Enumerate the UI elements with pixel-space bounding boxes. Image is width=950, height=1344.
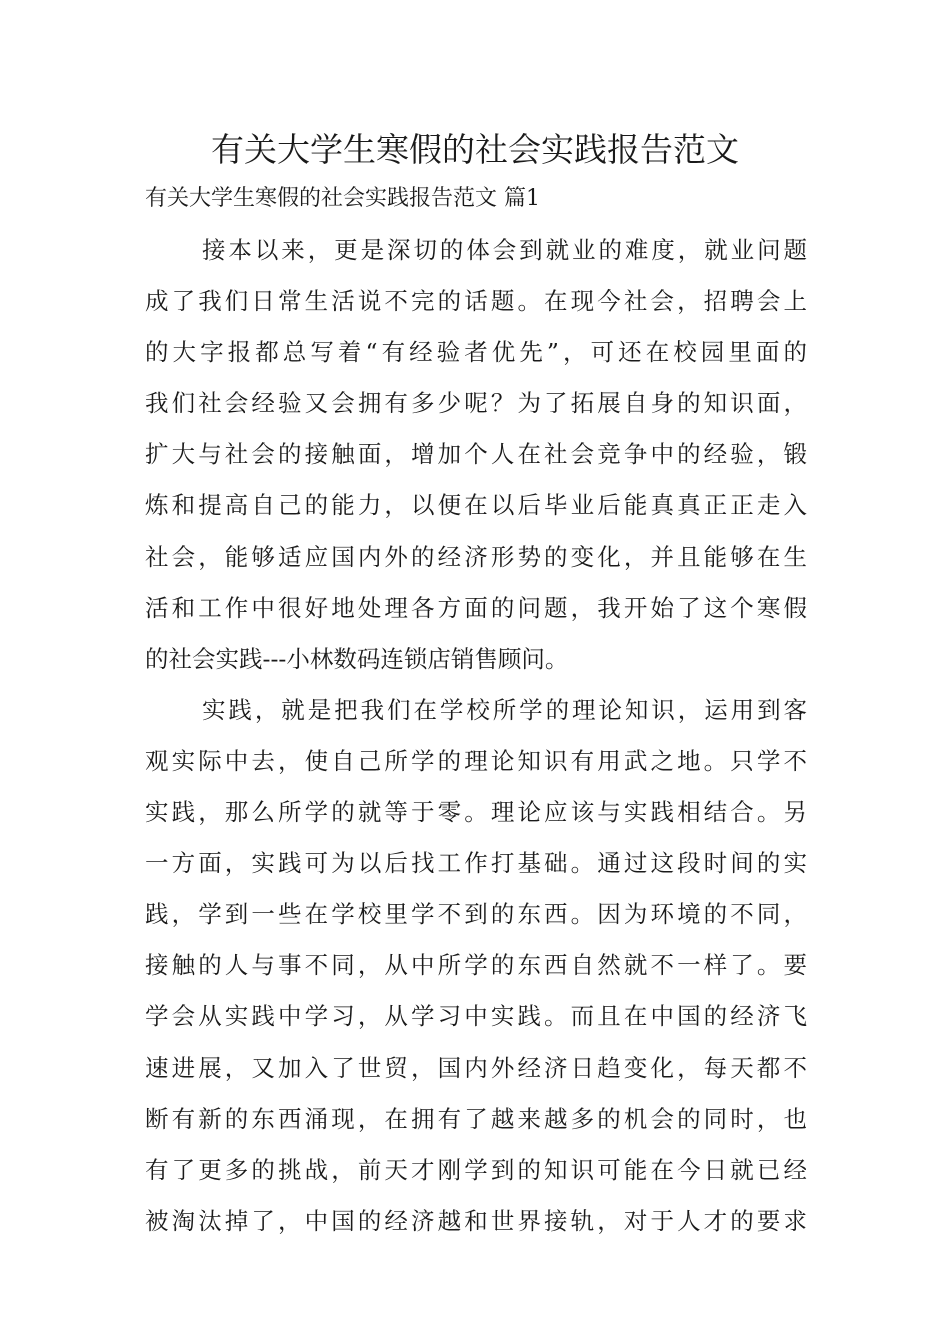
paragraph-line: 速进展，又加入了世贸，国内外经济日趋变化，每天都不 [145, 1053, 807, 1082]
paragraph-line: 践，学到一些在学校里学不到的东西。因为环境的不同， [145, 900, 807, 929]
paragraph-line: 活和工作中很好地处理各方面的问题，我开始了这个寒假 [145, 593, 807, 622]
paragraph-line: 接本以来，更是深切的体会到就业的难度，就业问题 [202, 236, 807, 264]
paragraph-2 [145, 685, 807, 1247]
document-subtitle: 有关大学生寒假的社会实践报告范文 篇1 [145, 186, 540, 211]
paragraph-line: 学会从实践中学习，从学习中实践。而且在中国的经济飞 [145, 1002, 807, 1031]
paragraph-line: 一方面，实践可为以后找工作打基础。通过这段时间的实 [145, 849, 807, 878]
paragraph-line: 成了我们日常生活说不完的话题。在现今社会，招聘会上 [145, 287, 807, 316]
paragraph-line: 的社会实践---小林数码连锁店销售顾问。 [145, 644, 569, 673]
paragraph-line: 炼和提高自己的能力，以便在以后毕业后能真真正正走入 [145, 491, 807, 520]
paragraph-line: 断有新的东西涌现，在拥有了越来越多的机会的同时，也 [145, 1104, 807, 1133]
paragraph-line: 有了更多的挑战，前天才刚学到的知识可能在今日就已经 [145, 1155, 807, 1184]
paragraph-line: 被淘汰掉了，中国的经济越和世界接轨，对于人才的要求 [145, 1206, 807, 1235]
document-body [145, 225, 807, 1247]
document-title: 有关大学生寒假的社会实践报告范文 [211, 130, 739, 169]
paragraph-line: 接触的人与事不同，从中所学的东西自然就不一样了。要 [145, 951, 807, 980]
paragraph-line: 我们社会经验又会拥有多少呢？为了拓展自身的知识面， [145, 389, 807, 418]
paragraph-line: 的大字报都总写着“有经验者优先”，可还在校园里面的 [145, 338, 807, 367]
paragraph-line: 观实际中去，使自己所学的理论知识有用武之地。只学不 [145, 746, 807, 775]
paragraph-line: 实践，那么所学的就等于零。理论应该与实践相结合。另 [145, 798, 807, 827]
paragraph-1 [145, 225, 807, 685]
paragraph-line: 扩大与社会的接触面，增加个人在社会竞争中的经验，锻 [145, 440, 807, 469]
paragraph-line: 社会，能够适应国内外的经济形势的变化，并且能够在生 [145, 542, 807, 571]
paragraph-line: 实践，就是把我们在学校所学的理论知识，运用到客 [202, 695, 807, 724]
